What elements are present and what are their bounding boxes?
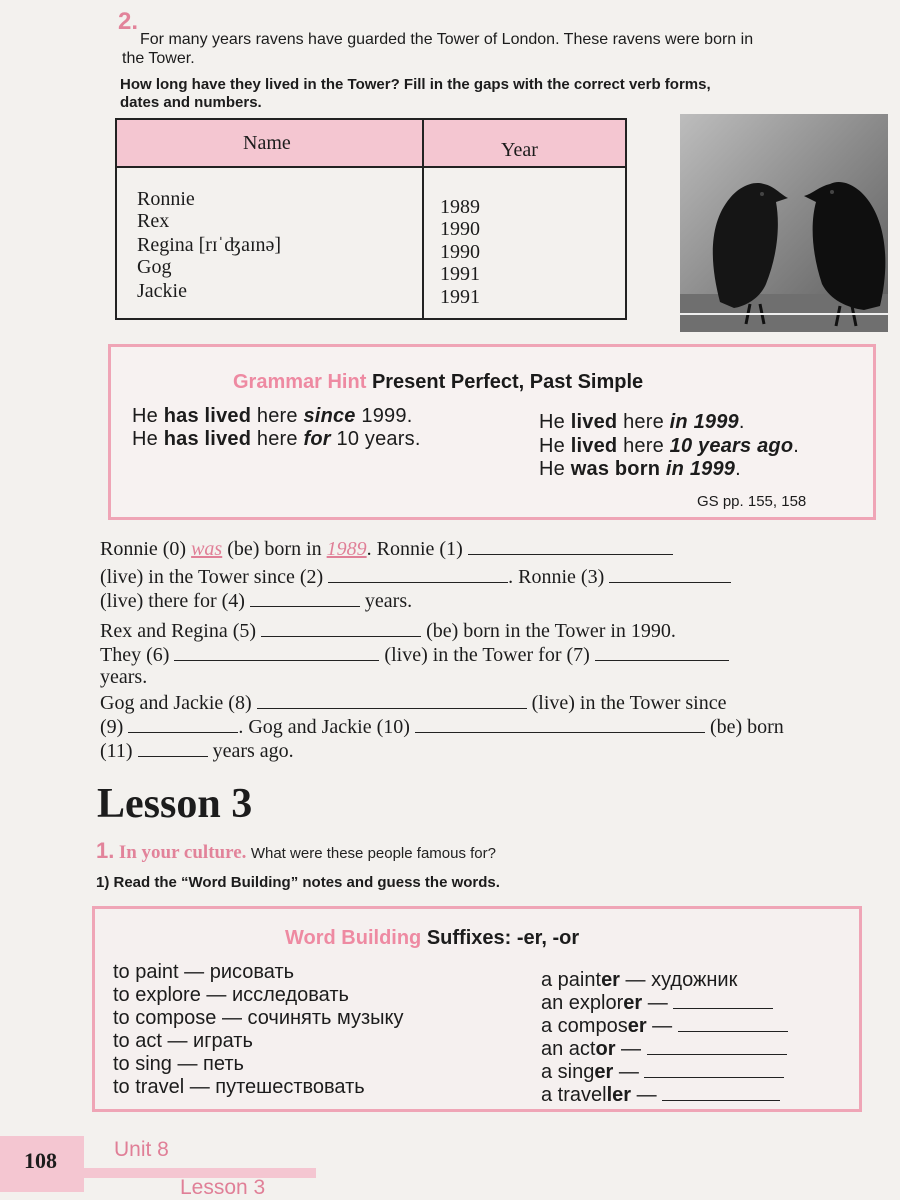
text: lived bbox=[570, 411, 618, 433]
footer-unit: Unit 8 bbox=[114, 1138, 169, 1161]
text: (9) bbox=[100, 716, 129, 738]
answer-blank[interactable] bbox=[647, 1038, 787, 1055]
answer-blank[interactable] bbox=[678, 1015, 788, 1032]
text: — bbox=[642, 992, 668, 1014]
exercise-number: 1. bbox=[96, 838, 115, 863]
text: lived bbox=[570, 435, 618, 457]
grammar-hint-title bbox=[233, 371, 643, 394]
gap-blank[interactable] bbox=[257, 692, 527, 709]
noun-entry bbox=[541, 1038, 787, 1061]
verb-entry: to explore — исследовать bbox=[113, 984, 349, 1006]
table-cell-year: 1991 bbox=[440, 263, 480, 285]
text: an explor bbox=[541, 992, 624, 1014]
grammar-example bbox=[132, 405, 412, 428]
text: in 1999 bbox=[665, 458, 736, 480]
text: Rex and Regina (5) bbox=[100, 620, 262, 642]
table-cell-year: 1990 bbox=[440, 241, 480, 263]
gap-blank[interactable] bbox=[261, 620, 421, 637]
text: (live) there for (4) bbox=[100, 590, 250, 612]
verb-entry: to sing — петь bbox=[113, 1053, 244, 1075]
instruction-line: How long have they lived in the Tower? Fill in the gaps with the correct verb forms, bbox=[120, 76, 711, 93]
verb-entry: to act — играть bbox=[113, 1030, 253, 1052]
ravens-photo bbox=[680, 114, 888, 332]
suffix: er bbox=[623, 992, 643, 1014]
table-header-row bbox=[117, 120, 625, 168]
text: He bbox=[539, 458, 571, 480]
ravens-illustration bbox=[680, 114, 888, 332]
text: (be) born bbox=[704, 716, 784, 738]
column-header-name: Name bbox=[243, 132, 291, 154]
verb-entry: to compose — сочинять музыку bbox=[113, 1007, 404, 1029]
grammar-example bbox=[132, 428, 421, 451]
verb-entry: to travel — путешествовать bbox=[113, 1076, 365, 1098]
gap-blank[interactable] bbox=[250, 590, 360, 607]
gap-line bbox=[100, 740, 870, 763]
word-building-title bbox=[285, 927, 579, 950]
instruction-line: dates and numbers. bbox=[120, 94, 262, 111]
text: here bbox=[617, 435, 670, 457]
text: — bbox=[631, 1084, 657, 1106]
gap-blank[interactable] bbox=[595, 644, 729, 661]
text: . Gog and Jackie (10) bbox=[238, 716, 415, 738]
gap-line bbox=[100, 590, 870, 613]
table-cell-year: 1991 bbox=[440, 286, 480, 308]
text: . Ronnie (1) bbox=[366, 538, 468, 560]
grammar-example bbox=[539, 411, 745, 434]
gap-blank[interactable] bbox=[138, 740, 208, 757]
text: a paint bbox=[541, 969, 602, 991]
word-building-label: Word Building bbox=[285, 927, 422, 949]
grammar-example bbox=[539, 458, 741, 481]
table-cell-year: 1989 bbox=[440, 196, 480, 218]
exercise1-heading bbox=[96, 838, 496, 864]
answer-example: 1989 bbox=[326, 538, 367, 560]
gap-line bbox=[100, 716, 870, 739]
word-building-topic: Suffixes: -er, -or bbox=[426, 927, 580, 949]
intro-line: the Tower. bbox=[122, 50, 195, 67]
gap-line bbox=[100, 566, 870, 589]
text: for bbox=[303, 428, 331, 450]
suffix: er bbox=[601, 969, 620, 991]
text: He bbox=[539, 411, 571, 433]
grammar-example bbox=[539, 435, 799, 458]
table-cell-name: Jackie bbox=[137, 280, 187, 302]
text: Gog and Jackie (8) bbox=[100, 692, 257, 714]
noun-entry bbox=[541, 1061, 784, 1084]
text: here bbox=[251, 428, 304, 450]
text: 10 years ago bbox=[669, 435, 794, 457]
suffix: er bbox=[627, 1015, 647, 1037]
exercise-question: What were these people famous for? bbox=[250, 845, 496, 862]
text: years ago. bbox=[207, 740, 294, 762]
noun-entry bbox=[541, 992, 773, 1015]
text: here bbox=[617, 411, 670, 433]
answer-blank[interactable] bbox=[644, 1061, 784, 1078]
exercise-subtask: 1) Read the “Word Building” notes and guess the words. bbox=[96, 874, 500, 891]
table-cell-year: 1990 bbox=[440, 218, 480, 240]
table-divider bbox=[422, 120, 424, 318]
text: Ronnie (0) bbox=[100, 538, 192, 560]
text: here bbox=[251, 405, 304, 427]
text: (live) in the Tower since bbox=[526, 692, 727, 714]
gap-blank[interactable] bbox=[128, 716, 238, 733]
grammar-reference: GS pp. 155, 158 bbox=[697, 493, 807, 510]
text: (live) in the Tower since (2) bbox=[100, 566, 329, 588]
text: 10 years. bbox=[330, 428, 421, 450]
gap-line bbox=[100, 538, 870, 561]
grammar-hint-topic: Present Perfect, Past Simple bbox=[371, 371, 644, 393]
page-number: 108 bbox=[24, 1148, 57, 1173]
noun-entry bbox=[541, 969, 737, 992]
text: . bbox=[738, 411, 745, 433]
gap-line bbox=[100, 620, 870, 643]
text: (live) in the Tower for (7) bbox=[379, 644, 595, 666]
text: (11) bbox=[100, 740, 138, 762]
text: They (6) bbox=[100, 644, 175, 666]
exercise-number: 2. bbox=[118, 8, 139, 35]
text: years. bbox=[100, 666, 148, 688]
suffix: er bbox=[594, 1061, 614, 1083]
text: . Ronnie (3) bbox=[508, 566, 610, 588]
intro-line: For many years ravens have guarded the Tower of London. These ravens were born in bbox=[140, 31, 754, 48]
exercise-instruction bbox=[120, 76, 896, 112]
exercise-intro bbox=[122, 30, 896, 68]
text: has lived bbox=[163, 405, 252, 427]
answer-blank[interactable] bbox=[673, 992, 773, 1009]
gap-blank[interactable] bbox=[468, 538, 673, 555]
text: (be) born in the Tower in 1990. bbox=[421, 620, 676, 642]
lesson-title: Lesson 3 bbox=[97, 781, 253, 827]
suffix: ler bbox=[606, 1084, 632, 1106]
column-header-year: Year bbox=[501, 139, 538, 161]
text: 1999. bbox=[355, 405, 413, 427]
footer-lesson: Lesson 3 bbox=[180, 1176, 266, 1199]
text: since bbox=[303, 405, 356, 427]
table-cell-name: Rex bbox=[137, 210, 170, 232]
text: — bbox=[646, 1015, 673, 1037]
text: a compos bbox=[541, 1015, 628, 1037]
text: was born bbox=[570, 458, 661, 480]
gap-blank[interactable] bbox=[415, 716, 705, 733]
grammar-hint-label: Grammar Hint bbox=[233, 371, 367, 393]
text: — bbox=[615, 1038, 642, 1060]
text: — художник bbox=[619, 969, 738, 991]
answer-example: was bbox=[191, 538, 223, 560]
table-cell-name: Regina [rɪˈʤaɪnə] bbox=[137, 234, 282, 256]
table-cell-name: Ronnie bbox=[137, 188, 195, 210]
ravens-table bbox=[115, 118, 627, 320]
text: in 1999 bbox=[669, 411, 739, 433]
text: He bbox=[539, 435, 571, 457]
gap-line bbox=[100, 666, 870, 689]
noun-entry bbox=[541, 1015, 788, 1038]
text: . bbox=[793, 435, 800, 457]
word-building-box bbox=[92, 906, 862, 1112]
verb-entry: to paint — рисовать bbox=[113, 961, 295, 983]
text: He bbox=[132, 405, 164, 427]
table-cell-name: Gog bbox=[137, 256, 172, 278]
gap-line bbox=[100, 692, 870, 715]
text: an act bbox=[541, 1038, 596, 1060]
text: . bbox=[735, 458, 741, 480]
gap-blank[interactable] bbox=[174, 644, 379, 661]
noun-entry bbox=[541, 1084, 780, 1107]
text: He bbox=[132, 428, 164, 450]
gap-line bbox=[100, 644, 870, 667]
text: (be) born in bbox=[222, 538, 327, 560]
gap-blank[interactable] bbox=[328, 566, 508, 583]
exercise-label: In your culture. bbox=[118, 842, 247, 863]
text: years. bbox=[359, 590, 413, 612]
suffix: or bbox=[595, 1038, 616, 1060]
text: — bbox=[613, 1061, 639, 1083]
grammar-hint-box bbox=[108, 344, 876, 520]
gap-blank[interactable] bbox=[609, 566, 731, 583]
text: has lived bbox=[163, 428, 252, 450]
text: a sing bbox=[541, 1061, 595, 1083]
answer-blank[interactable] bbox=[662, 1084, 780, 1101]
text: a travel bbox=[541, 1084, 607, 1106]
